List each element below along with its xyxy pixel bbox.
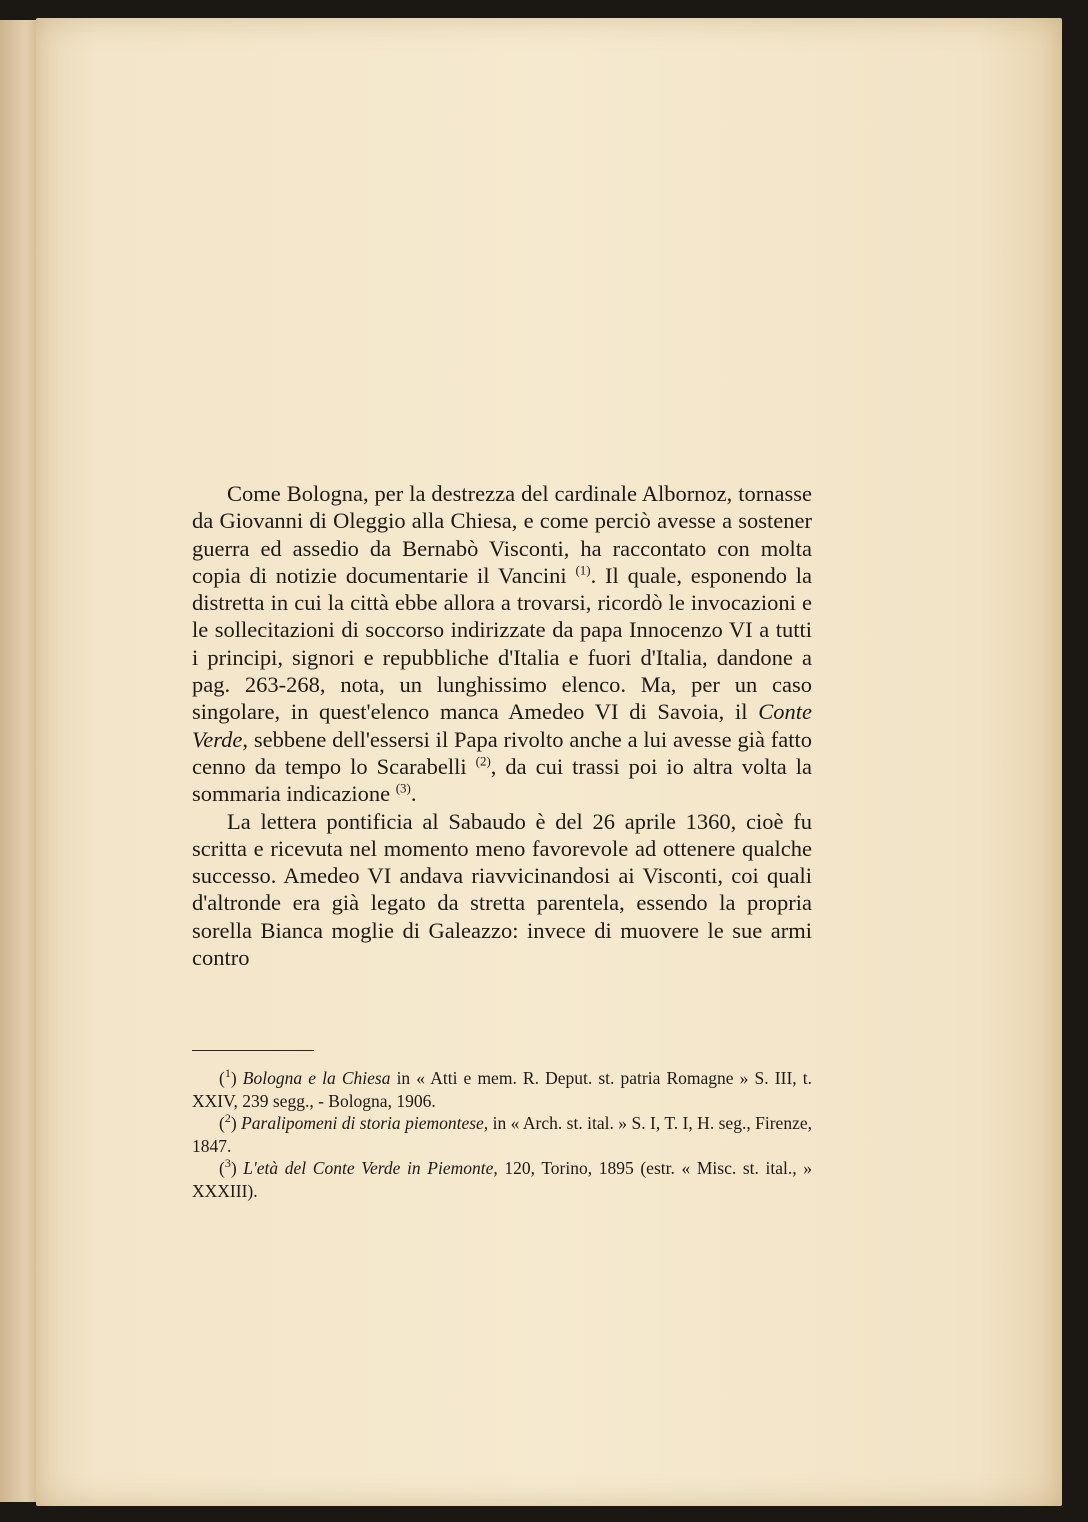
paragraph-2: La lettera pontificia al Sabaudo è del 26 aprile 1360, cioè fu scritta e ricevuta nel momento meno favorevole ad ottenere qualche successo. Amedeo VI andava riavvicinandosi ai Visconti, coi quali d'altronde era già legato da stretta parentela, essendo la propria sorella Bianca moglie di Galeazzo: invece di muovere le sue armi contro (192, 808, 812, 971)
footnote-1-mark: 1 (224, 1066, 231, 1081)
paragraph-1-text-d: , da cui trassi poi io altra volta la sommaria indicazione (192, 753, 812, 807)
conte-verde-italic: Conte Verde (192, 699, 812, 752)
paragraph-1-text-b: . Il quale, esponendo la distretta in cui la città ebbe allora a trovarsi, ricordò le invocazioni e le sollecitazioni di soccorso indirizzate da papa Innocenzo VI a tutti i principi, signori e repubbliche d'Italia e fuori d'Italia, dandone a pag. 263-268, nota, un lunghissimo elenco. Ma, per un caso singolare, in quest'elenco manca Amedeo VI di Savoia, il (192, 562, 812, 725)
footnote-2: ($^2$) Paralipomeni di storia piemontese, in « Arch. st. ital. » S. I, T. I, H. seg., Firenze, 1847. (192, 1111, 812, 1156)
footnote-2-text: in « Arch. st. ital. » S. I, T. I, H. seg., Firenze, 1847. (192, 1113, 812, 1156)
footnote-1-text: in « Atti e mem. R. Deput. st. patria Romagne » S. III, t. XXIV, 239 segg., - Bologna, 1906. (192, 1068, 813, 1111)
footnote-3: ($^3$) L'età del Conte Verde in Piemonte, 120, Torino, 1895 (estr. « Misc. st. ital., » XXXIII). (192, 1156, 813, 1201)
paragraph-1 (192, 480, 812, 808)
footnote-ref-1: (1) (575, 562, 591, 578)
footnote-ref-3: (3) (395, 780, 411, 796)
paragraph-1-text-a: Come Bologna, per la destrezza del cardinale Albornoz, tornasse da Giovanni di Oleggio alla Chiesa, e come perciò avesse a sostener guerra ed assedio da Bernabò Visconti, ha raccontato con molta copia di notizie documentarie il Vancini (192, 481, 812, 588)
footnote-1: ($^1$) Bologna e la Chiesa in « Atti e mem. R. Deput. st. patria Romagne » S. III, t. XXIV, 239 segg., - Bologna, 1906. (192, 1066, 813, 1111)
body-text (192, 480, 812, 971)
footnote-3-mark: 3 (224, 1156, 231, 1171)
footnote-rule (192, 1050, 314, 1051)
footnote-3-title: L'età del Conte Verde in Piemonte, (243, 1158, 498, 1178)
footnote-1-title: Bologna e la Chiesa (242, 1068, 391, 1088)
paragraph-1-text-e: . (410, 781, 417, 807)
footnote-3-text: 120, Torino, 1895 (estr. « Misc. st. ital., » XXXIII). (192, 1158, 813, 1201)
footnote-2-mark: 2 (224, 1111, 231, 1126)
footnotes (192, 1067, 812, 1202)
footnote-2-title: Paralipomeni di storia piemontese, (241, 1113, 489, 1133)
paragraph-1-text-c: , sebbene dell'essersi il Papa rivolto anche a lui avesse già fatto cenno da tempo lo Scarabelli (192, 726, 812, 779)
footnote-ref-2: (2) (475, 753, 491, 769)
